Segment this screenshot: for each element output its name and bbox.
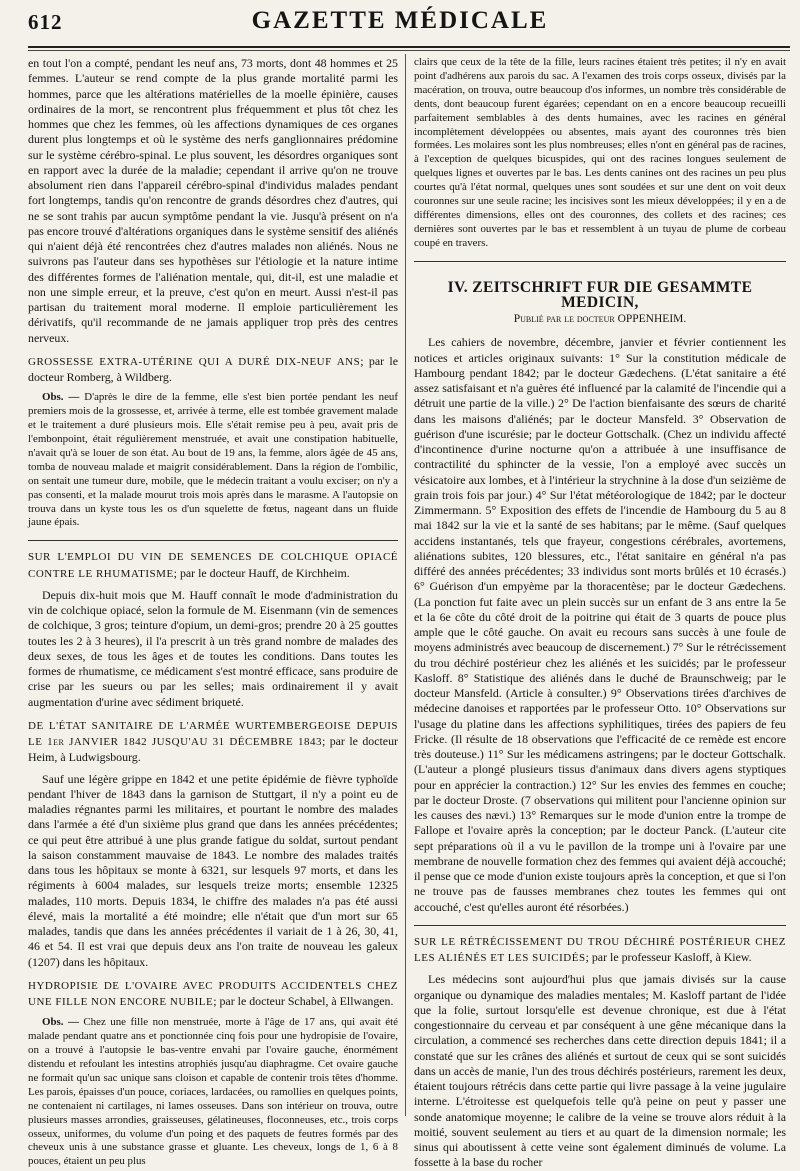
paragraph: en tout l'on a compté, pendant les neuf ans, 73 morts, dont 48 hommes et 25 femmes. L'auteur se rend compte de la plus grande mortalité parmi les hommes, parce que les altérations matérielles de la moelle épinière, causes ordinaires de la mort, se rencontrent plus fréquemment et plus tôt chez les hommes que chez les femmes, où les affections dynamiques de ces organes durent plus longtemps et où le système des nerfs ganglionnaires prédomine sur le système cérébro-spinal. Le plus souvent, les désordres organiques sont en rapport avec la durée de la maladie; cependant il arrive qu'on ne trouve absolument rien dans l'appareil cérébro-spinal d'individus malades pendant fort longtemps, tandis qu'on rencontre de grands désordres chez d'autres, qui ne se sont trahis par aucun symptôme pendant la vie. Jusqu'à présent on n'a pas encore trouvé d'altérations organiques dans le système sensitif des aliénés qui n'aient déjà été rencontrées chez d'autres malades non aliénés. Nous ne suivrons pas l'auteur dans ses hypothèses sur l'étiologie et la nature intime des différentes formes de l'aliénation mentale, qui, dit-il, est une maladie et non une simple erreur, et la preuve, c'est qu'on en meurt. Aussi n'est-il pas partisan du traitement moral moderne. Il emploie particulièrement les dérivatifs, qu'il recommande de ne jamais appliquer trop près des centres nerveux.: [28, 56, 398, 345]
article-heading-author: ; par le docteur Schabel, à Ellwangen.: [213, 994, 394, 1009]
right-column: [414, 56, 786, 1170]
section-separator: [414, 925, 786, 926]
article-heading-title: DE L'ÉTAT SANITAIRE DE L'ARMÉE WURTEMBERGEOISE DEPUIS LE 1er JANVIER 1842 JUSQU'AU 31 DÉCEMBRE 1843: [28, 719, 398, 749]
paragraph: Les médecins sont aujourd'hui plus que jamais divisés sur la cause organique ou dynamique des maladies mentales; M. Kasloff partant de l'idée que la folie, surtout lorsqu'elle est devenue chronique, est due à l'état congestionnaire du cerveau et par conséquent à une gêne mécanique dans la circulation, a commencé ses recherches dans cette direction depuis 1841; il a constaté que sur les crânes des aliénés et surtout de ceux qui se sont suicidés dans un accès de manie, l'un des trous déchirés postérieurs, rarement les deux, étaient toujours rétrécis dans cette partie qui livre passage à la veine jugulaire interne. L'étroitesse est quelquefois telle qu'à peine on peut y passer une sonde anatomique moyenne; le calibre de la veine se trouve alors réduit à la moitié, souvent seulement au tiers et au quart de la dimension normale; les sinus qui aboutissent à cette veine sont également diminués de volume. La fossette à la base du rocher: [414, 972, 786, 1170]
page-number: 612: [28, 10, 63, 34]
observation-label: Obs. —: [42, 1016, 79, 1029]
section-separator: [28, 540, 398, 541]
section-subtitle: [414, 312, 786, 327]
column-divider: [405, 54, 406, 1116]
article-heading-title: SUR LE RÉTRÉCISSEMENT DU TROU DÉCHIRÉ POSTÉRIEUR CHEZ LES ALIÉNÉS ET LES SUICIDÉS: [414, 935, 786, 965]
paragraph: Sauf une légère grippe en 1842 et une petite épidémie de fièvre typhoïde pendant l'hiver de 1843 dans la garnison de Stuttgart, il n'y a point eu de maladies régnantes parmi les militaires, et pourtant le nombre des malades dans l'armée a été d'un sixième plus grand que dans les années précédentes; ce qui peut être attribué à une plus grande fatigue du soldat, surtout pendant la saison constamment mauvaise de 1843. Le nombre des malades traités dans tous les hôpitaux se monte à 6321, sur lesquels 97 morts, et dans les régiments à 6004 malades, sur lesquels treize morts; ensemble 12325 malades, 110 morts. Depuis 1834, le chiffre des malades n'a pas été aussi élevé, mais la mortalité a été moindre; elle n'était que d'un mort sur 65 malades, tandis que dans les années précédentes il variait de 1 à 26, 30, 41, 46 et 54. Il est vrai que depuis deux ans l'on traite de nouveau les galeux (1207) dans les hôpitaux.: [28, 771, 398, 969]
section-separator: [414, 261, 786, 262]
section-subtitle-prefix: Publié par le docteur: [513, 313, 615, 326]
article-heading: [414, 934, 786, 967]
article-heading-author: ; par le docteur Romberg, à Wildberg.: [28, 353, 398, 384]
observation-text: Chez une fille non menstruée, morte à l'âge de 17 ans, qui avait été malade pendant quatre ans et ponctionnée cinq fois pour une hydropisie de l'ovaire, on a trouvé à l'autopsie le bas-ventre envahi par l'ovaire gauche, énormément distendu et refoulant les intestins atrophiés jusqu'au diaphragme. Cet ovaire gauche ne formait qu'un sac unique sans cloison et capable de contenir trois têtes d'homme. Les parois, épaisses d'un pouce, coriaces, lardacées, ou ramollies en quelques points, ne contenaient ni cartilages, ni lames osseuses. Dans son intérieur on trouva, outre plusieurs masses arrondies, graisseuses, gélatineuses, floconneuses, etc., trois corps osseux, uniformes, du volume d'un poing et des paquets de feutres formés par des cheveux unis à une substance grasse et gluante. Les cheveux, longs de 1, 6 à 8 pouces, étaient un peu plus: [28, 1016, 398, 1168]
section-title: IV. ZEITSCHRIFT FUR DIE GESAMMTE MEDICIN,: [447, 278, 753, 311]
header-rule-thin: [28, 50, 790, 51]
article-heading: [28, 978, 398, 1011]
header-rule: [28, 46, 790, 48]
page-header: [0, 0, 800, 52]
article-heading-author: ; par le docteur Heim, à Ludwigsbourg.: [28, 734, 398, 765]
observation-label: Obs. —: [42, 391, 80, 404]
article-heading-title: GROSSESSE EXTRA-UTÉRINE QUI A DURÉ DIX-NEUF ANS: [28, 355, 361, 368]
section-subtitle-name: OPPENHEIM.: [617, 313, 687, 326]
article-heading-title: HYDROPISIE DE L'OVAIRE AVEC PRODUITS ACCIDENTELS CHEZ UNE FILLE NON ENCORE NUBILE: [28, 979, 398, 1009]
article-heading-title: SUR L'EMPLOI DU VIN DE SEMENCES DE COLCHIQUE OPIACÉ CONTRE LE RHUMATISME: [28, 551, 398, 580]
article-heading: [28, 354, 398, 386]
article-heading: [28, 549, 398, 582]
paragraph: Les cahiers de novembre, décembre, janvier et février contiennent les notices et articles originaux suivants: 1° Sur la constitution médicale de Hambourg pendant 1842; par le docteur Gædechens. (L'état sanitaire a été assez satisfaisant et n'a guères été influencé par la calamité de l'incendie qui a détruit une partie de la ville.) 2° De l'action bienfaisante des sœurs de charité dans les maisons d'aliénés; par le docteur Mansfeld. 3° Observation de guérison d'une iscurésie; par le docteur Gottschalk. (Chez un individu affecté d'incontinence d'urine nocturne qu'on a attribuée à une insuffisance de contractilité du sphincter de la vessie, l'on a employé avec succès un vésicatoire aux lombes, et à l'intérieur la strychnine à la dose d'un seizième de grain trois fois par jour.) 4° Sur l'état météorologique de 1842; par le docteur Zimmermann. 5° Exposition des effets de l'incendie de Hambourg du 5 au 8 mai 1842 sur la vie et la santé de ses habitans; par le même. (Sauf quelques accidens instantanés, tels que frayeur, congestions cérébrales, avortemens, aliénations subites, 120 blessures, etc., l'état sanitaire en général n'a pas différé des années précédentes; 33 individus sont morts brûlés et 10 écrasés.) 6° Guérison d'un empyème par la thoracentèse; par le docteur Gædechens. (La ponction fut faite avec un plein succès sur un enfant de 3 ans entre la 5e et la 6e côte du côté droit de la poitrine qui était de 3 quarts de pouce plus ample que le côté gauche. On avait eu recours sans succès à une foule de moyens administrés avec beaucoup de discernement.) 7° Sur le rétrécissement du trou déchiré postérieur chez les aliénés et les suicidés; par le professeur Kasloff. 8° Statistique des aliénés dans le duché de Braunschweig; par le docteur Mansfeld. (Article à consulter.) 9° Observations tirées d'archives de médecine danoises et rapportées par le professeur Otto. 10° Observations sur l'usage du platine dans les affections syphilitiques, tirées des papiers de feu Fricke. (Il résulte de 18 observations que l'efficacité de ce remède est encore très douteuse.) 11° Sur les médicamens astringens; par le docteur Gottschalk. (L'auteur a plongé plusieurs tissus d'animaux dans divers agens styptiques pour en apprécier la contraction.) 12° Sur les envies des femmes en couche; par le docteur Droste. (7 observations qui militent pour l'ancienne opinion sur les causes des nævi.) 13° Remarques sur le mode d'union entre la trompe de Fallope et l'ovaire après la conception; par le docteur Panck. (L'auteur cite sept préparations où il a vu le pavillon de la trompe uni à l'ovaire par une membrane de nouvelle formation chez des femmes qui avaient déjà accouché; il pense que ce mode d'union existe toujours après la conception, et que si l'on ne trouve pas de fausses membranes chez toutes les femmes qui ont accouché, c'est qu'elles auront été résorbées.): [414, 335, 786, 914]
article-heading-author: ; par le docteur Hauff, de Kirchheim.: [173, 565, 350, 580]
observation-text: D'après le dire de la femme, elle s'est bien portée pendant les neuf premiers mois de la grossesse, et, arrivée à terme, elle est tombée gravement malade et le traitement a duré plusieurs mois. Elle s'était remise peu à peu, avait pris de l'embonpoint, était régulièrement menstruée, et avait une constipation habituelle, n'avait qu'à se louer de son état. Au bout de 19 ans, la femme, alors âgée de 45 ans, tomba de nouveau malade et maigrit considérablement. Dans la région de l'ombilic, on sentait une tumeur dure, mobile, que le médecin traitant a voulu exciser; on n'y a pas consenti, et la malade mourut trois mois après dans le marasme. A l'autopsie on trouva dans un kyste tous les os d'un squelette de fœtus, nageant dans un fluide jaune épais.: [28, 391, 398, 529]
left-column: [28, 56, 398, 1168]
journal-title: GAZETTE MÉDICALE: [251, 7, 549, 34]
observation: [28, 391, 398, 530]
article-heading-author: ; par le professeur Kasloff, à Kiew.: [585, 950, 752, 965]
article-heading: [28, 718, 398, 766]
paragraph: Depuis dix-huit mois que M. Hauff connaît le mode d'administration du vin de colchique opiacé, selon la formule de M. Eisenmann (vin de semences de colchique, 3 gros; teinture d'opium, un demi-gros; prendre 20 à 25 gouttes toutes les 2 à 3 heures), il l'a prescrit à un très grand nombre de malades des deux sexes, de tous les âges et de toutes les conditions. Dans toutes les formes de rhumatisme, ce médicament s'est montré efficace, sans produire de crise par les sueurs ou par les selles; mais ordinairement il y avait augmentation d'urine avec sédiment briqueté.: [28, 587, 398, 709]
observation: [28, 1016, 398, 1169]
paragraph: clairs que ceux de la tête de la fille, leurs racines étaient très petites; il n'y en avait point d'adhérens aux parois du sac. A l'examen des trois corps osseux, divisés par la macération, on trouva, outre beaucoup d'os informes, un nombre très considérable de dents, dont beaucoup furent égarées; cependant on en a encore beaucoup recueilli parfaitement semblables à des dents humaines, avec les racines en général incomplètement développées ou absentes, mais ayant des couronnes très bien formées. Les molaires sont les plus nombreuses; elles n'ont en général pas de racines, à l'exception de quelques bicuspides, qui ont des racines longues seulement de quelques lignes et ouvertes par le bas. Les dents canines ont des racines un peu plus courtes qu'à l'état normal, quelques unes sont soudées et sur une dent on voit deux couronnes sur une seule racine; les incisives sont les mieux développées; il y en a de différentes dimensions, elles ont des couronnes, des collets et des racines; ces dernières sont ouvertes par le bas et ressemblent à un tuyau de plume de corbeau coupé en travers.: [414, 56, 786, 249]
